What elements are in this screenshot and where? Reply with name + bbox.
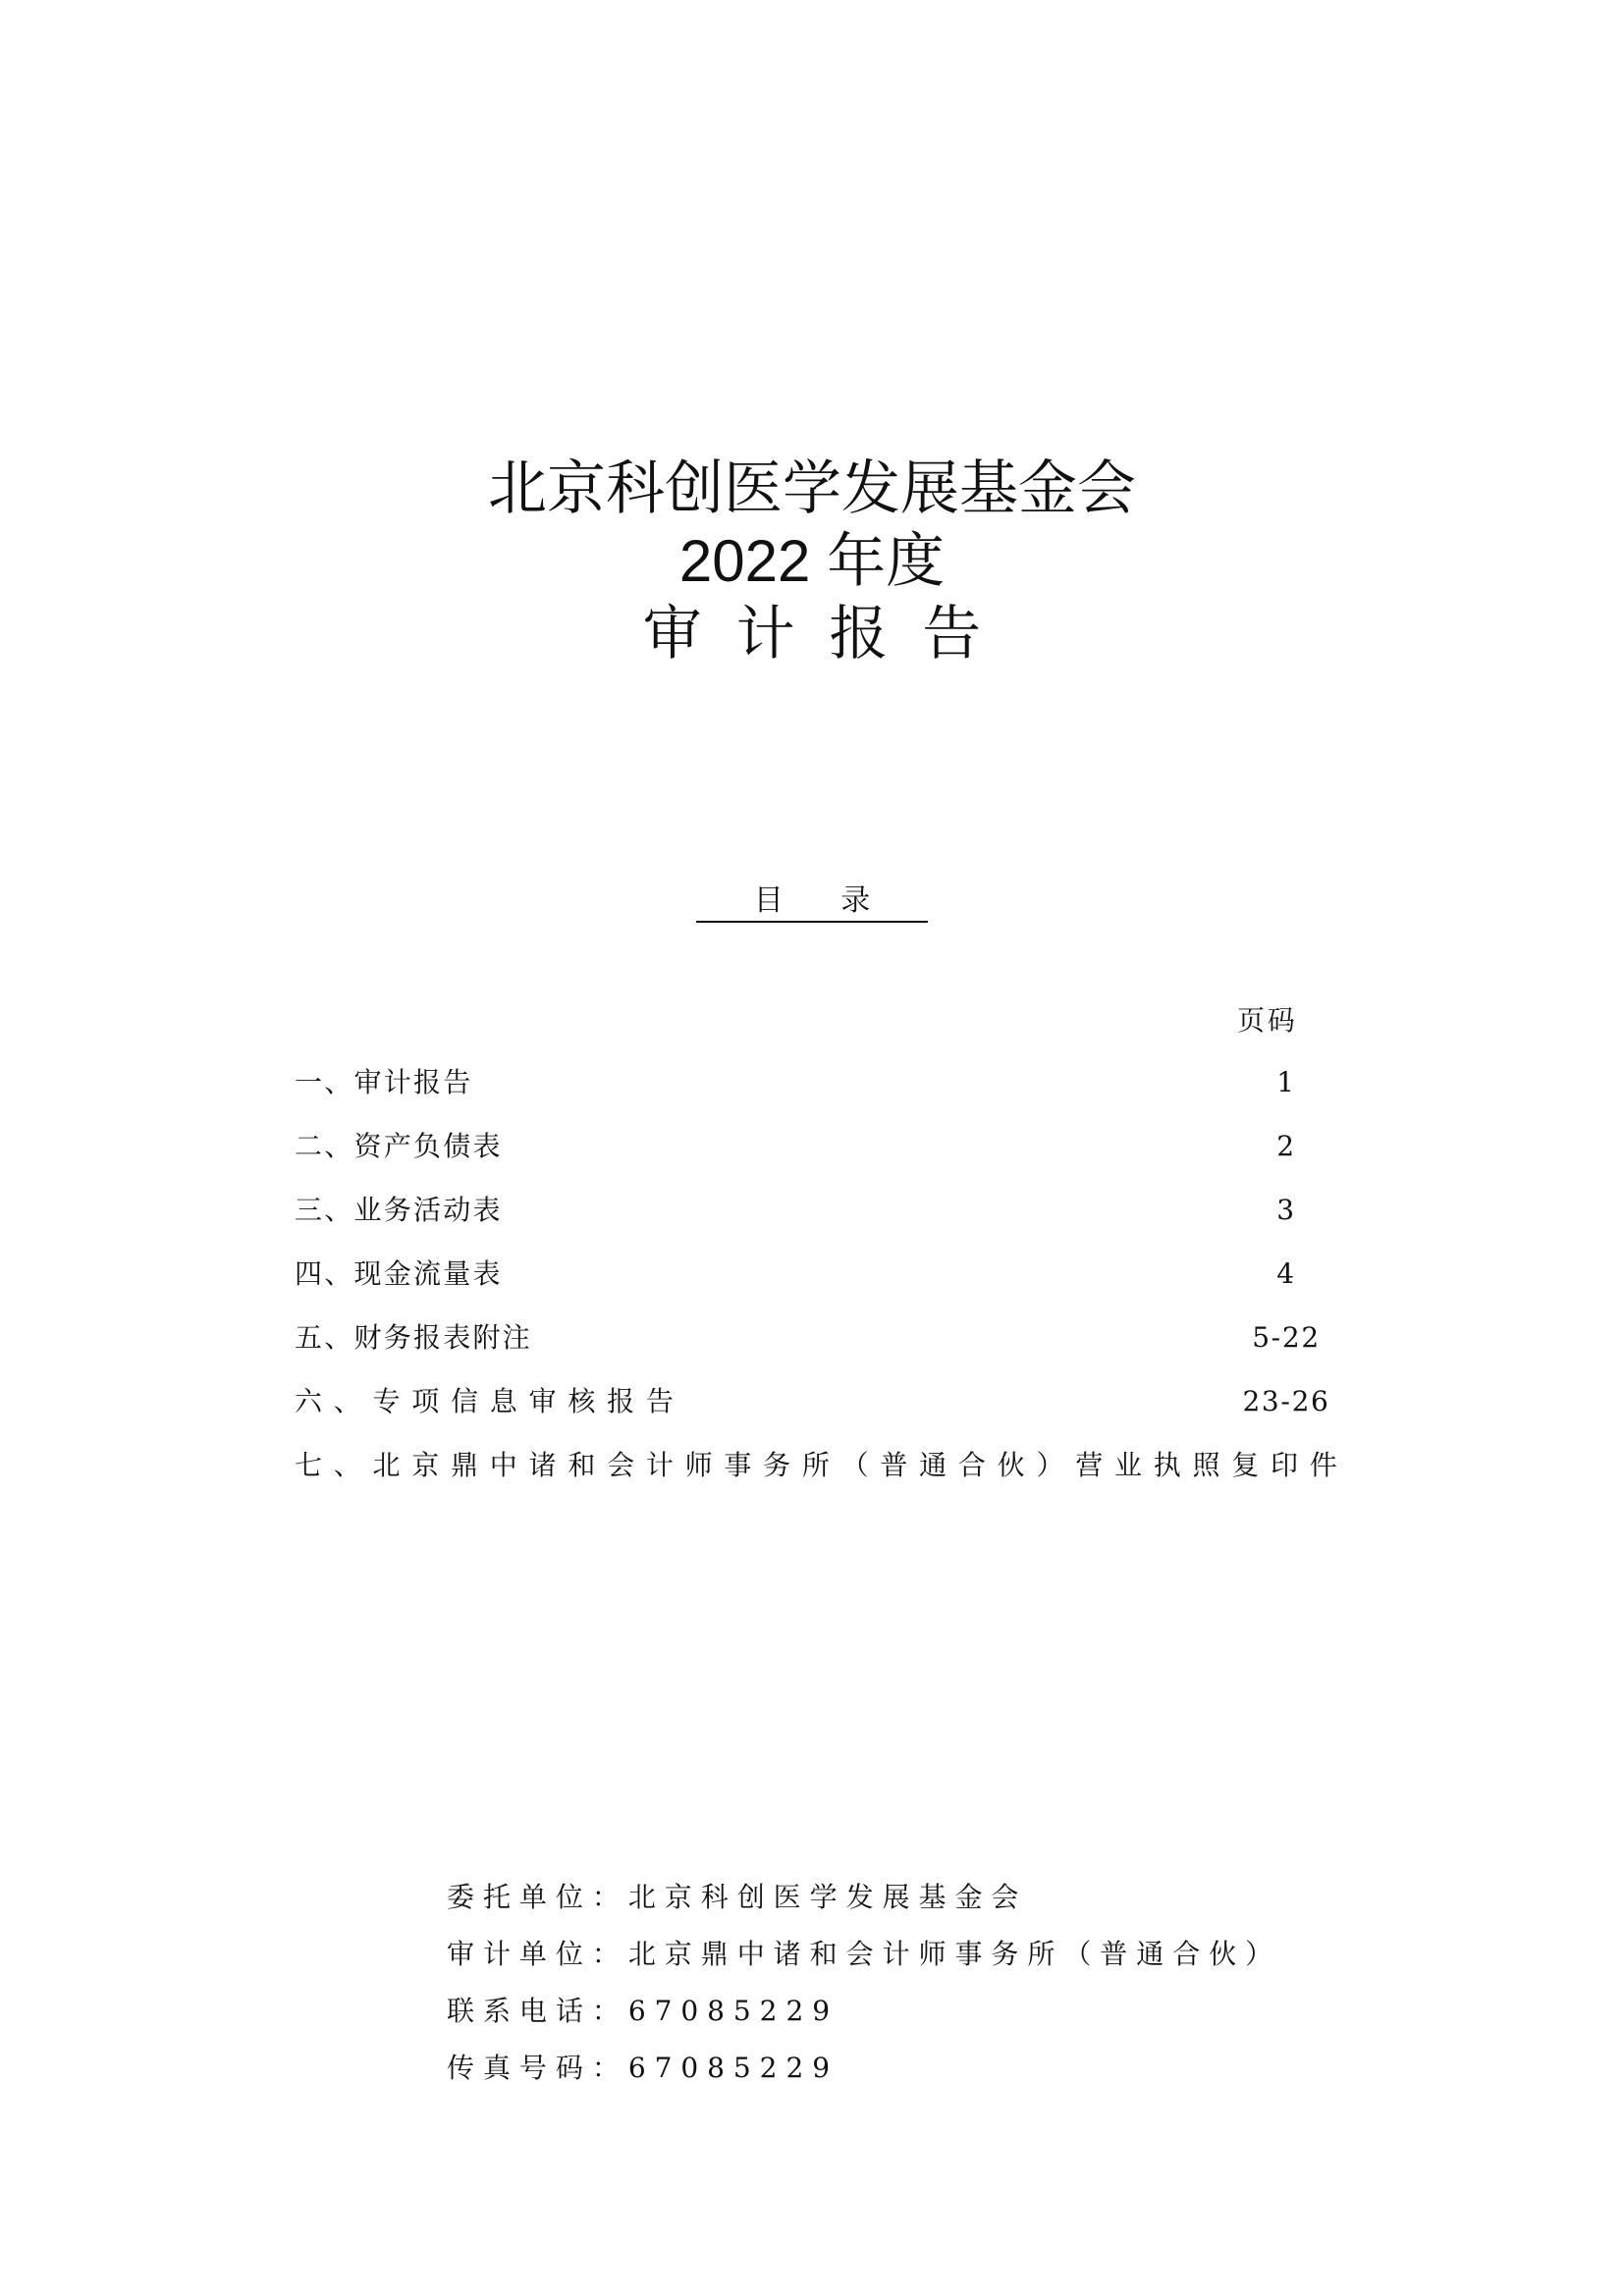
client-unit-label: 委托单位： bbox=[447, 1881, 628, 1913]
report-type-title: 审计报告 bbox=[642, 600, 1015, 668]
fax-value: 67085229 bbox=[627, 2052, 839, 2084]
phone-label: 联系电话： bbox=[447, 1995, 628, 2027]
toc-heading bbox=[0, 881, 1624, 921]
client-unit-value: 北京科创医学发展基金会 bbox=[627, 1881, 1028, 1913]
foundation-name-title: 北京科创医学发展基金会 bbox=[488, 454, 1136, 523]
toc-item-page: 5-22 bbox=[1252, 1321, 1321, 1354]
toc-item bbox=[295, 1193, 1345, 1256]
toc-item bbox=[295, 1384, 1345, 1448]
toc-item-label: 四、现金流量表 bbox=[295, 1257, 503, 1290]
audit-unit-label: 审计单位： bbox=[447, 1938, 628, 1970]
fax-row bbox=[447, 2051, 1429, 2108]
toc-item bbox=[295, 1129, 1345, 1193]
audit-unit-value: 北京鼎中诸和会计师事务所（普通合伙） bbox=[627, 1938, 1282, 1970]
toc-item bbox=[295, 1256, 1345, 1320]
toc-item-page: 4 bbox=[1276, 1257, 1296, 1290]
toc-item-label: 三、业务活动表 bbox=[295, 1194, 503, 1226]
phone-row bbox=[447, 1994, 1429, 2051]
client-unit-row bbox=[447, 1880, 1429, 1937]
toc-item-page: 23-26 bbox=[1242, 1385, 1330, 1417]
toc-item-page: 2 bbox=[1276, 1130, 1296, 1162]
toc-item-label: 二、资产负债表 bbox=[295, 1130, 503, 1162]
toc-item-page: 3 bbox=[1276, 1194, 1296, 1226]
toc-item-label: 六、专项信息审核报告 bbox=[295, 1385, 685, 1417]
toc-item bbox=[295, 1448, 1349, 1512]
audit-unit-row bbox=[447, 1937, 1429, 1994]
phone-value: 67085229 bbox=[627, 1995, 839, 2027]
fax-label: 传真号码： bbox=[447, 2052, 628, 2084]
report-title-block bbox=[0, 454, 1624, 669]
toc-item-page: 1 bbox=[1276, 1066, 1296, 1098]
toc-heading-text: 目录 bbox=[696, 883, 928, 923]
toc-item-label: 七、北京鼎中诸和会计师事务所（普通合伙）营业执照复印件 bbox=[295, 1449, 1349, 1481]
toc-item-label: 五、财务报表附注 bbox=[295, 1321, 532, 1354]
report-year-title: 2022 年度 bbox=[678, 528, 946, 594]
toc-item-label: 一、审计报告 bbox=[295, 1066, 473, 1098]
contact-info-block bbox=[447, 1880, 1429, 2108]
table-of-contents bbox=[295, 1065, 1349, 1512]
toc-item bbox=[295, 1320, 1345, 1384]
toc-item bbox=[295, 1065, 1345, 1129]
page-number-column-header: 页码 bbox=[1237, 1004, 1298, 1037]
